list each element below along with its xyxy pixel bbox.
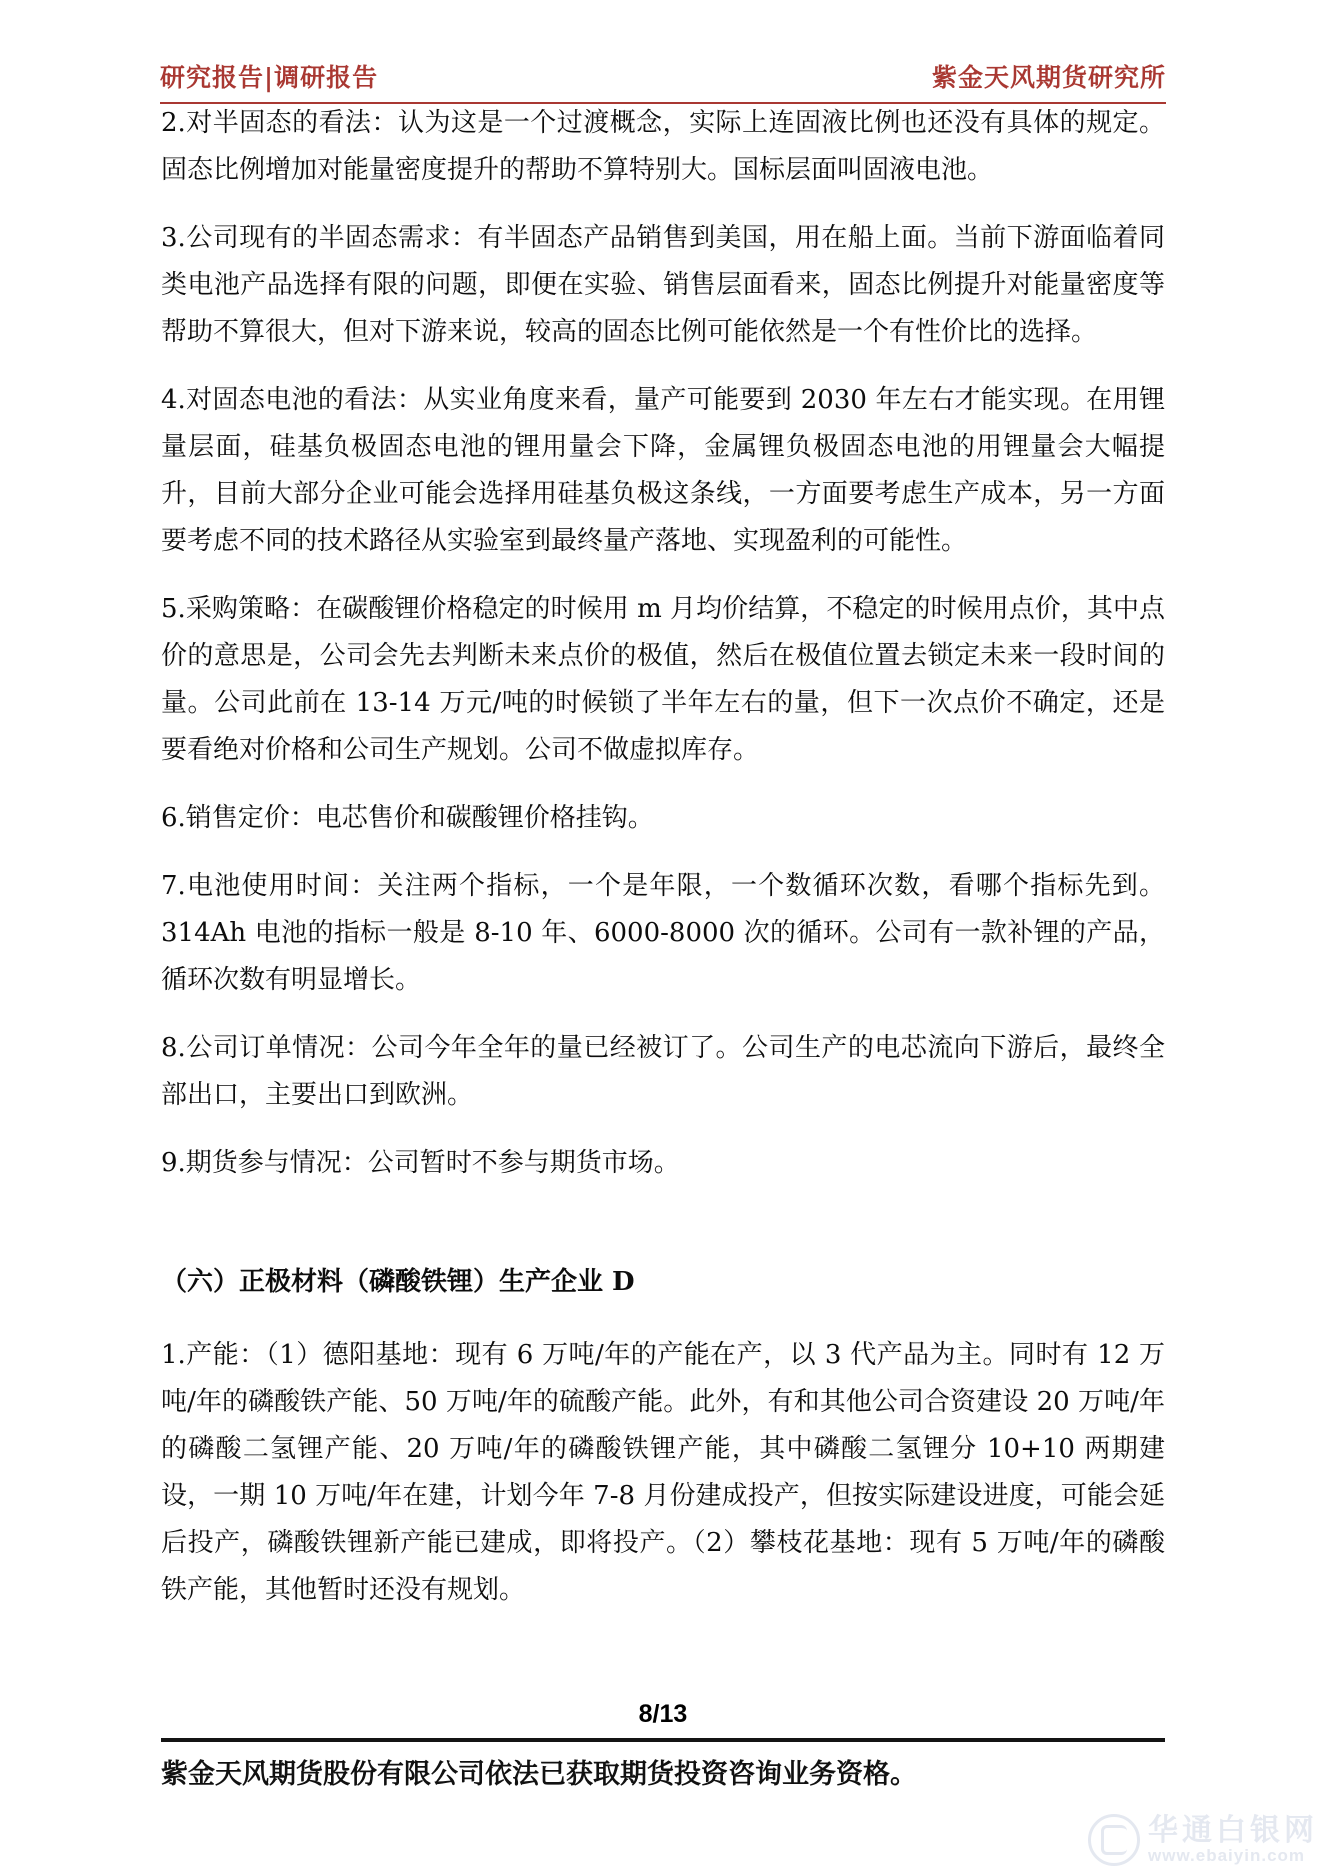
- page-number: 8/13: [638, 1700, 688, 1728]
- paragraph: 6.销售定价：电芯售价和碳酸锂价格挂钩。: [161, 803, 654, 833]
- report-header: [160, 58, 1166, 104]
- footer-divider: [161, 1738, 1165, 1742]
- header-institute-name: 紫金天风期货研究所: [931, 63, 1166, 92]
- header-report-type: 研究报告|调研报告: [160, 63, 379, 92]
- paragraph: 1.产能：（1）德阳基地：现有 6 万吨/年的产能在产，以 3 代产品为主。同时有 12 万吨/年的磷酸铁产能、50 万吨/年的硫酸产能。此外，有和其他公司合资建设 20 万吨/年的磷酸二氢锂产能、20 万吨/年的磷酸铁锂产能，其中磷酸二氢锂分 10+10 两期建设，一期 10 万吨/年在建，计划今年 7-8 月份建成投产，但按实际建设进度，可能会延后投产，磷酸铁锂新产能已建成，即将投产。（2）攀枝花基地：现有 5 万吨/年的磷酸铁产能，其他暂时还没有规划。: [161, 1340, 1165, 1605]
- watermark: [1088, 1814, 1318, 1866]
- paragraph: 4.对固态电池的看法：从实业角度来看，量产可能要到 2030 年左右才能实现。在用锂量层面，硅基负极固态电池的锂用量会下降，金属锂负极固态电池的用锂量会大幅提升，目前大部分企业可能会选择用硅基负极这条线，一方面要考虑生产成本，另一方面要考虑不同的技术路径从实验室到最终量产落地、实现盈利的可能性。: [161, 385, 1165, 556]
- paragraph: 7.电池使用时间：关注两个指标，一个是年限，一个数循环次数，看哪个指标先到。314Ah 电池的指标一般是 8-10 年、6000-8000 次的循环。公司有一款补锂的产品，循环次数有明显增长。: [161, 871, 1165, 995]
- paragraph: 5.采购策略：在碳酸锂价格稳定的时候用 m 月均价结算，不稳定的时候用点价，其中点价的意思是，公司会先去判断未来点价的极值，然后在极值位置去锁定未来一段时间的量。公司此前在 13-14 万元/吨的时候锁了半年左右的量，但下一次点价不确定，还是要看绝对价格和公司生产规划。公司不做虚拟库存。: [161, 594, 1165, 765]
- section-heading: （六）正极材料（磷酸铁锂）生产企业 D: [161, 1267, 635, 1297]
- paragraph: 3.公司现有的半固态需求：有半固态产品销售到美国，用在船上面。当前下游面临着同类电池产品选择有限的问题，即便在实验、销售层面看来，固态比例提升对能量密度等帮助不算很大，但对下游来说，较高的固态比例可能依然是一个有性价比的选择。: [161, 223, 1165, 347]
- footer-disclaimer: 紫金天风期货股份有限公司依法已获取期货投资咨询业务资格。: [161, 1759, 917, 1789]
- paragraph: 8.公司订单情况：公司今年全年的量已经被订了。公司生产的电芯流向下游后，最终全部出口，主要出口到欧洲。: [161, 1033, 1165, 1110]
- paragraph: 2.对半固态的看法：认为这是一个过渡概念，实际上连固液比例也还没有具体的规定。固态比例增加对能量密度提升的帮助不算特别大。国标层面叫固液电池。: [161, 108, 1165, 185]
- paragraph: 9.期货参与情况：公司暂时不参与期货市场。: [161, 1148, 680, 1178]
- document-body: [161, 100, 1165, 1635]
- watermark-logo-icon: [1088, 1814, 1140, 1866]
- watermark-site-name: 华通白银网: [1148, 1814, 1318, 1848]
- watermark-site-url: www.ebaiyin.com: [1148, 1845, 1306, 1865]
